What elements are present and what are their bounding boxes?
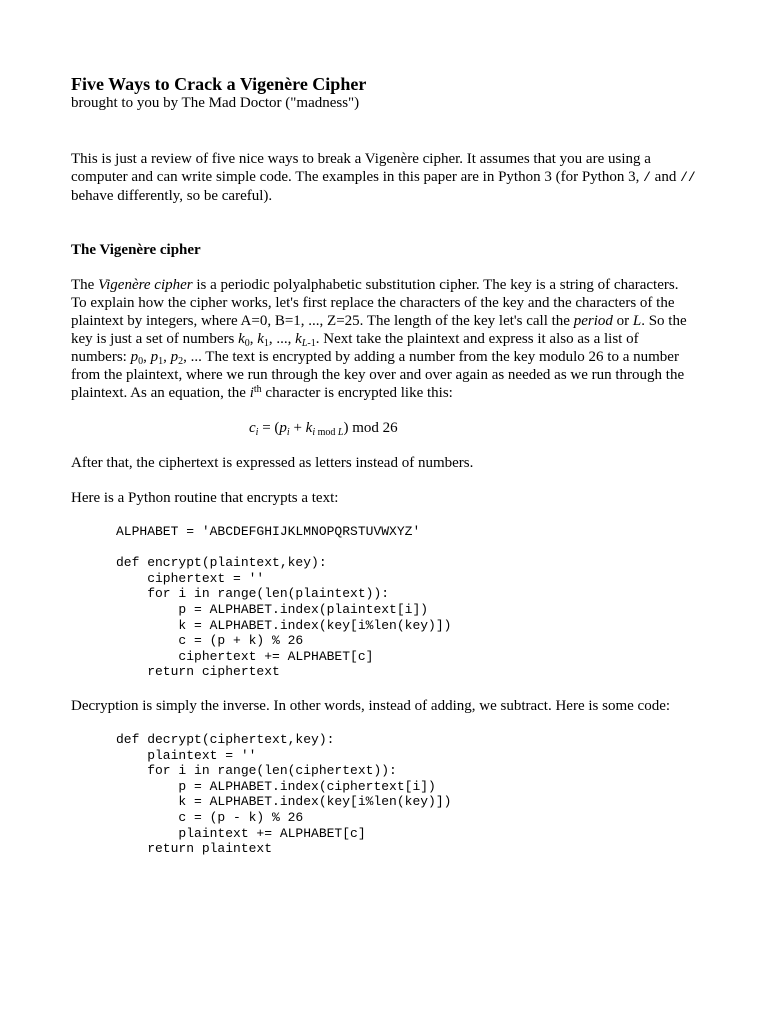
- text: ) mod 26: [343, 420, 398, 436]
- intro-text-1: This is just a review of five nice ways to break a Vigenère cipher. It assumes that you are using a computer and can write simple code. The examples in this paper are in Python 3 (for Python 3,: [71, 151, 651, 185]
- text: ,: [143, 349, 151, 365]
- var-p: p: [150, 349, 159, 365]
- subscript-L: L: [301, 338, 308, 349]
- after-paragraph: After that, the ciphertext is expressed as letters instead of numbers.: [71, 455, 474, 471]
- var-i: i: [286, 427, 290, 438]
- text: ,: [249, 331, 258, 347]
- intro-code-double-slash: //: [680, 170, 696, 185]
- subscript: 2: [178, 356, 184, 367]
- encryption-equation: [71, 419, 696, 437]
- subscript: 1: [263, 338, 269, 349]
- term-vigenere-cipher: Vigenère cipher: [98, 277, 193, 293]
- var-i: i: [312, 427, 316, 438]
- var-i: i: [255, 427, 259, 438]
- text: = (: [258, 420, 280, 436]
- cipher-description-paragraph: [71, 276, 696, 402]
- var-i: i: [249, 385, 254, 401]
- var-p: p: [279, 420, 287, 436]
- encrypt-code-block: ALPHABET = 'ABCDEFGHIJKLMNOPQRSTUVWXYZ' def encrypt(plaintext,key): ciphertext = '' for i in range(len(plaintext)): p = ALPHABET.index(plaintext[i]) k = ALPHABET.index(key[i%len(key)]) c = (p + k) % 26 ciphertext += ALPHABET[c] return ciphertext: [116, 524, 452, 680]
- text: , ... The text is encrypted by adding a number from the key modulo 26 to a number from the plaintext, where we run through the key over and over again as needed as we run through the plaintext. As an equation, the: [71, 349, 685, 401]
- encrypt-intro-paragraph: Here is a Python routine that encrypts a text:: [71, 490, 339, 506]
- document-page: [71, 74, 696, 857]
- superscript-th: th: [253, 384, 262, 395]
- document-title: Five Ways to Crack a Vigenère Cipher: [71, 74, 367, 94]
- subscript: [312, 427, 343, 438]
- var-c: c: [249, 420, 256, 436]
- var-k: k: [295, 331, 302, 347]
- section-heading: The Vigenère cipher: [71, 242, 201, 258]
- subscript: [302, 338, 316, 349]
- text: or: [612, 313, 633, 329]
- var-p: p: [170, 349, 179, 365]
- term-L: L: [632, 313, 642, 329]
- text: +: [289, 420, 306, 436]
- subscript-minus-1: -1: [307, 338, 316, 349]
- text: . So the key is just a set of numbers: [71, 313, 687, 347]
- text: . Next take the plaintext and express it also as a list of numbers:: [71, 331, 639, 365]
- subscript: 0: [138, 356, 144, 367]
- document-byline: brought to you by The Mad Doctor ("madness"): [71, 95, 360, 111]
- var-p: p: [130, 349, 139, 365]
- decrypt-code-block: def decrypt(ciphertext,key): plaintext = '' for i in range(len(ciphertext)): p = ALPHABET.index(ciphertext[i]) k = ALPHABET.index(key[i%len(key)]) c = (p - k) % 26 plaintext += ALPHABET[c] return plaintext: [116, 731, 452, 857]
- intro-paragraph: [71, 150, 696, 205]
- subscript: 1: [158, 356, 164, 367]
- var-k: k: [238, 331, 245, 347]
- decrypt-intro-paragraph: Decryption is simply the inverse. In other words, instead of adding, we subtract. Here is some code:: [71, 697, 671, 714]
- var-k: k: [305, 420, 313, 436]
- text: ,: [163, 349, 171, 365]
- var-L: L: [337, 427, 344, 438]
- term-period: period: [573, 313, 613, 329]
- text: is a periodic polyalphabetic substitution cipher. The key is a string of characters. To explain how the cipher works, let's first replace the characters of the key and the characters of the plaintext by integers, where A=0, B=1, ..., Z=25. The length of the key let's call the: [71, 277, 679, 329]
- intro-text-3: behave differently, so be careful).: [71, 188, 273, 204]
- intro-code-slash: /: [643, 170, 651, 185]
- subscript: 0: [244, 338, 250, 349]
- text: character is encrypted like this:: [261, 385, 453, 401]
- var-k: k: [257, 331, 264, 347]
- text: The: [71, 277, 99, 293]
- intro-text-2: and: [650, 169, 681, 185]
- text: mod: [315, 427, 338, 438]
- text: , ...,: [268, 331, 296, 347]
